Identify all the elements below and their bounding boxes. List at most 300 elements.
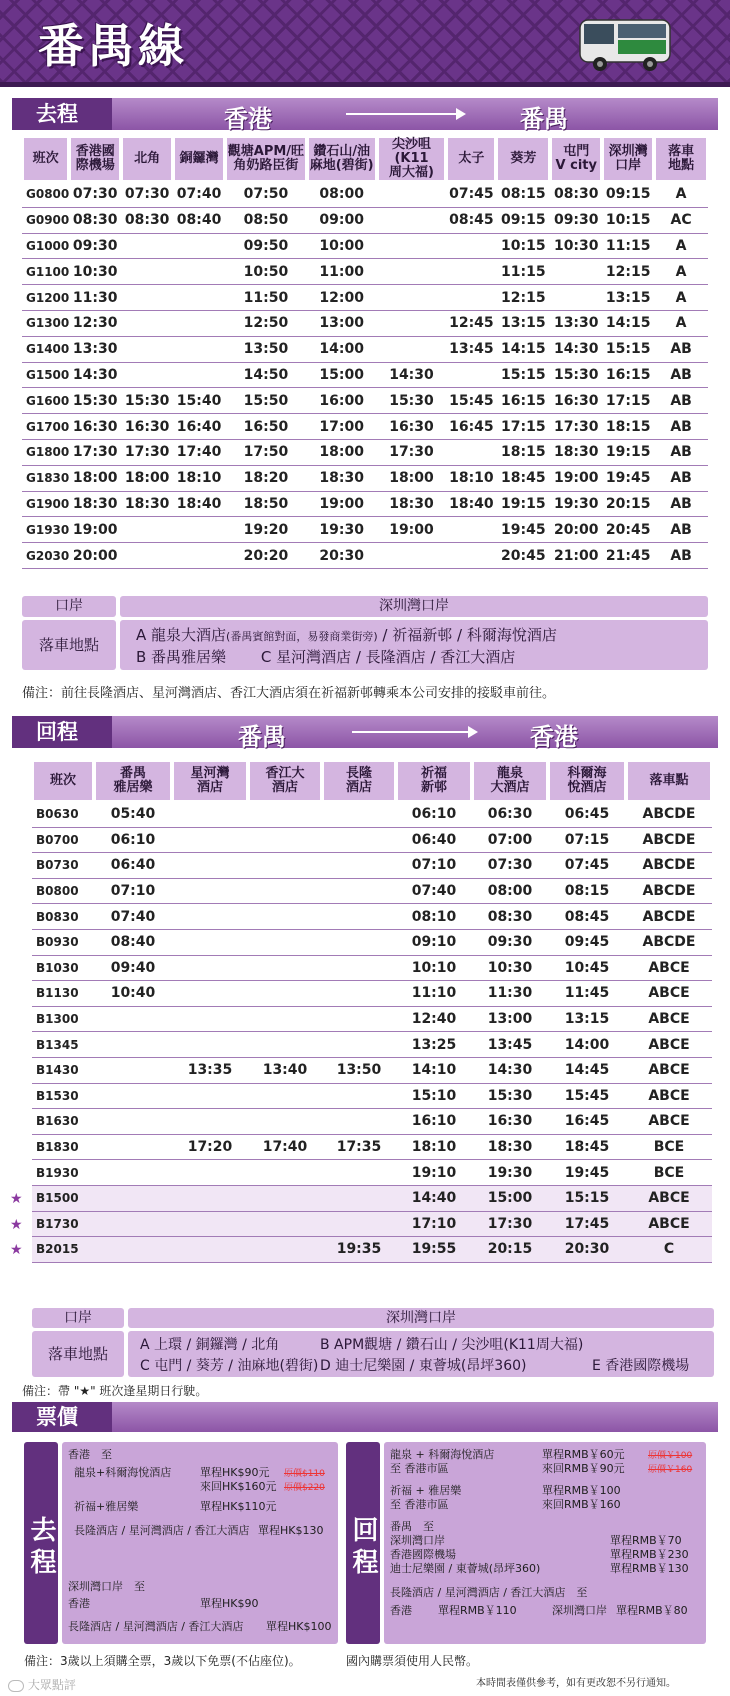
time-cell [121,337,173,363]
time-cell: 08:15 [548,879,626,905]
time-cell [446,363,496,389]
table-row [32,1135,712,1161]
fare-text: 祈福 + 雅居樂 [390,1484,462,1497]
trip-code-text: B1730 [36,1216,79,1231]
time-cell: 07:50 [225,182,307,208]
fare-price: 單程RMB￥80 [616,1604,688,1617]
table-row [32,904,712,930]
time-cell: 12:50 [225,311,307,337]
fare-price: 來回RMB￥90元 [542,1462,625,1475]
column-header [69,136,121,182]
table-row [22,182,708,208]
inbound-from: 番禺 [238,723,286,751]
time-cell: 15:30 [550,363,602,389]
time-cell: A [654,285,708,311]
time-cell: 17:15 [496,414,550,440]
time-cell: 11:30 [69,285,121,311]
time-cell: 14:15 [496,337,550,363]
time-cell: 10:30 [472,956,548,982]
drop-a: A 上環 / 銅鑼灣 / 北角 [140,1337,280,1353]
time-cell: BCE [626,1160,712,1186]
time-cell [248,1007,322,1033]
column-header-label: 銅鑼灣 [179,151,219,166]
time-cell [172,1186,248,1212]
time-cell: 17:30 [121,440,173,466]
time-cell: 15:30 [121,388,173,414]
trip-code: G1000 [22,234,69,260]
time-cell [172,1212,248,1238]
trip-code: B0830 [32,904,94,930]
time-cell: AC [654,208,708,234]
outbound-port-label: 口岸 [22,596,116,617]
time-cell: 17:50 [225,440,307,466]
fare-price: 單程HK$100 [266,1620,332,1633]
time-cell [94,1237,172,1263]
time-cell: 13:00 [472,1007,548,1033]
inbound-to: 香港 [530,723,578,751]
time-cell: 07:30 [472,853,548,879]
time-cell [173,363,225,389]
time-cell: 09:30 [550,208,602,234]
column-header [626,760,712,802]
table-row [32,828,712,854]
fare-text: 至 香港市區 [390,1462,449,1475]
time-cell: ABCE [626,956,712,982]
outbound-drop-label: 落車地點 [22,620,116,670]
column-header-label: 香港國 際機場 [75,144,115,173]
time-cell: 19:55 [396,1237,472,1263]
time-cell [94,1058,172,1084]
column-header [654,136,708,182]
time-cell [172,853,248,879]
time-cell: AB [654,440,708,466]
time-cell: 08:50 [225,208,307,234]
time-cell: 08:30 [121,208,173,234]
time-cell: 15:10 [396,1084,472,1110]
time-cell: 20:00 [69,543,121,569]
time-cell: 16:45 [548,1109,626,1135]
time-cell: 14:30 [472,1058,548,1084]
time-cell: 15:30 [69,388,121,414]
table-row [22,543,708,569]
time-cell: 18:30 [121,492,173,518]
column-header [472,760,548,802]
time-cell: 09:45 [548,930,626,956]
inbound-port-value: 深圳灣口岸 [128,1308,714,1328]
trip-code: B1130 [32,981,94,1007]
time-cell [172,1084,248,1110]
column-header [94,760,172,802]
table-row [32,1109,712,1135]
table-row [22,440,708,466]
route-title: 番禺線 [38,19,188,73]
drop-a: A 龍泉大酒店 [136,626,227,644]
table-row [22,234,708,260]
time-cell [94,1212,172,1238]
time-cell [322,853,396,879]
column-header [32,760,94,802]
time-cell: C [626,1237,712,1263]
column-header-label: 祈福 新邨 [420,766,447,795]
table-row [32,802,712,828]
table-row [22,259,708,285]
time-cell: 16:15 [496,388,550,414]
time-cell: 18:00 [121,466,173,492]
table-row [32,879,712,905]
time-cell: 14:40 [396,1186,472,1212]
time-cell: 18:10 [446,466,496,492]
time-cell: 15:00 [307,363,377,389]
fare-original-price: 原價$110 [284,1469,325,1479]
trip-code-text: B2015 [36,1242,79,1257]
time-cell: ABCDE [626,853,712,879]
trip-code: B1630 [32,1109,94,1135]
time-cell [248,1032,322,1058]
time-cell: 15:40 [173,388,225,414]
time-cell [446,285,496,311]
column-header [248,760,322,802]
time-cell [172,1237,248,1263]
time-cell: ABCE [626,1032,712,1058]
trip-code [10,1212,94,1238]
inbound-port-label: 口岸 [32,1308,124,1328]
time-cell: 17:45 [548,1212,626,1238]
bus-icon [578,14,674,74]
time-cell: 15:15 [548,1186,626,1212]
fare-text: 至 香港市區 [390,1498,449,1511]
fare-text: 香港 [68,1597,90,1610]
time-cell: 09:00 [307,208,377,234]
time-cell [173,259,225,285]
time-cell [248,1237,322,1263]
time-cell [94,1084,172,1110]
time-cell: 17:30 [472,1212,548,1238]
drop-e: E 香港國際機場 [592,1358,690,1374]
trip-code: B0700 [32,828,94,854]
fare-in-side: 回程 [346,1442,380,1644]
time-cell: 07:45 [446,182,496,208]
time-cell: 20:00 [550,517,602,543]
time-cell: 07:45 [548,853,626,879]
time-cell: AB [654,543,708,569]
column-header [602,136,654,182]
time-cell: 10:30 [69,259,121,285]
time-cell: 09:10 [396,930,472,956]
time-cell [248,1186,322,1212]
time-cell: 12:15 [602,259,654,285]
time-cell: 08:10 [396,904,472,930]
trip-code: G1900 [22,492,69,518]
time-cell: 14:00 [307,337,377,363]
time-cell: 18:30 [377,492,447,518]
time-cell: 19:00 [550,466,602,492]
drop-d: D 迪士尼樂園 / 東薈城(昂坪360) [320,1358,527,1374]
table-row [22,337,708,363]
time-cell: 07:40 [94,904,172,930]
time-cell [172,1032,248,1058]
fare-original-price: 原價￥100 [648,1451,693,1461]
table-row [22,363,708,389]
time-cell: 18:00 [69,466,121,492]
star-icon: ★ [10,1242,23,1259]
time-cell [172,1160,248,1186]
time-cell [248,879,322,905]
fare-bar [12,1402,718,1432]
column-header [446,136,496,182]
time-cell: 09:15 [496,208,550,234]
time-cell [248,1109,322,1135]
time-cell [550,259,602,285]
time-cell: 18:50 [225,492,307,518]
time-cell: 13:30 [69,337,121,363]
fare-text: 番禺 至 [390,1520,434,1533]
time-cell: AB [654,388,708,414]
time-cell [322,981,396,1007]
time-cell [248,853,322,879]
time-cell [172,956,248,982]
time-cell: 19:45 [496,517,550,543]
time-cell: 17:20 [172,1135,248,1161]
column-header [173,136,225,182]
time-cell: 19:30 [307,517,377,543]
time-cell [121,517,173,543]
table-row [32,930,712,956]
trip-code: G1400 [22,337,69,363]
time-cell: 13:50 [322,1058,396,1084]
time-cell [94,1135,172,1161]
table-row [32,1212,712,1238]
outbound-bar [12,98,718,133]
trip-code-text: B1500 [36,1191,79,1206]
time-cell [322,1160,396,1186]
inbound-note: 備注：帶 "★" 班次逢星期日行駛。 [22,1384,208,1398]
time-cell [94,1109,172,1135]
time-cell: 18:15 [496,440,550,466]
time-cell [377,208,447,234]
time-cell: 06:30 [472,802,548,828]
time-cell: 10:50 [225,259,307,285]
watermark-text: 大眾點評 [27,1678,76,1692]
time-cell: 10:45 [548,956,626,982]
time-cell: 16:30 [377,414,447,440]
time-cell: 08:40 [173,208,225,234]
table-row [32,956,712,982]
trip-code: G1600 [22,388,69,414]
outbound-note: 備注：前往長隆酒店、星河灣酒店、香江大酒店須在祈福新邨轉乘本公司安排的接駁車前往。 [22,686,556,701]
time-cell: 21:45 [602,543,654,569]
time-cell [248,1084,322,1110]
time-cell [550,285,602,311]
column-header-label: 深圳灣 口岸 [608,144,648,173]
time-cell [248,1160,322,1186]
time-cell: 06:10 [94,828,172,854]
time-cell: 07:30 [69,182,121,208]
time-cell: 13:45 [446,337,496,363]
time-cell: ABCE [626,1058,712,1084]
time-cell: 08:30 [472,904,548,930]
time-cell [121,285,173,311]
time-cell: ABCDE [626,930,712,956]
column-header [225,136,307,182]
table-row [32,1058,712,1084]
time-cell [121,363,173,389]
column-header-label: 尖沙咀 (K11 周大福) [389,137,434,180]
time-cell: 17:15 [602,388,654,414]
table-row [22,388,708,414]
time-cell: 11:30 [472,981,548,1007]
table-row [32,1160,712,1186]
time-cell: 14:30 [550,337,602,363]
time-cell: 13:15 [602,285,654,311]
time-cell: 13:15 [548,1007,626,1033]
time-cell: 19:15 [496,492,550,518]
column-header [22,136,69,182]
time-cell [322,828,396,854]
time-cell: 09:30 [472,930,548,956]
time-cell: 12:30 [69,311,121,337]
header-banner [0,0,730,82]
time-cell: 18:45 [548,1135,626,1161]
time-cell: 14:50 [225,363,307,389]
fare-price: 單程RMB￥60元 [542,1448,625,1461]
time-cell [446,259,496,285]
fare-text: 迪士尼樂園 / 東薈城(昂坪360) [390,1562,541,1575]
fare-out-box [62,1442,338,1644]
trip-code: B1430 [32,1058,94,1084]
column-header-label: 落車 地點 [668,144,695,173]
column-header [377,136,447,182]
time-cell: 10:15 [496,234,550,260]
time-cell: 13:30 [550,311,602,337]
time-cell: 15:15 [602,337,654,363]
star-icon: ★ [10,1191,23,1208]
time-cell: AB [654,414,708,440]
time-cell [121,234,173,260]
time-cell [173,234,225,260]
trip-code: G0800 [22,182,69,208]
column-header [496,136,550,182]
trip-code: G1800 [22,440,69,466]
time-cell: 08:15 [496,182,550,208]
trip-code: B0630 [32,802,94,828]
time-cell: A [654,311,708,337]
time-cell: 18:30 [307,466,377,492]
table-row [32,1032,712,1058]
column-header [322,760,396,802]
time-cell: ABCDE [626,828,712,854]
time-cell: 20:15 [602,492,654,518]
fare-note-rmb: 國內購票須使用人民幣。 [346,1654,479,1668]
table-row [32,1007,712,1033]
trip-code: B1300 [32,1007,94,1033]
time-cell: 06:40 [94,853,172,879]
time-cell [446,440,496,466]
time-cell [322,802,396,828]
time-cell [446,517,496,543]
column-header-label: 北角 [134,151,161,166]
time-cell: 21:00 [550,543,602,569]
time-cell: 10:30 [550,234,602,260]
time-cell [322,1084,396,1110]
time-cell [377,259,447,285]
time-cell: 17:30 [69,440,121,466]
watermark-logo-icon [8,1680,24,1692]
trip-code: B0800 [32,879,94,905]
time-cell: 07:15 [548,828,626,854]
time-cell: BCE [626,1135,712,1161]
time-cell: ABCDE [626,802,712,828]
time-cell: 15:50 [225,388,307,414]
trip-code: G2030 [22,543,69,569]
time-cell [94,1186,172,1212]
time-cell: ABCE [626,1186,712,1212]
time-cell: 13:45 [472,1032,548,1058]
time-cell: 09:40 [94,956,172,982]
time-cell: 17:40 [173,440,225,466]
fare-text: 深圳灣口岸 [390,1534,445,1547]
time-cell: 09:15 [602,182,654,208]
column-header-label: 星河灣 酒店 [190,766,230,795]
trip-code: G1300 [22,311,69,337]
time-cell: 14:30 [377,363,447,389]
drop-b: B 番禺雅居樂 [136,648,227,666]
arrow-icon [346,113,464,115]
time-cell: 16:30 [69,414,121,440]
time-cell [248,956,322,982]
column-header-label: 太子 [458,151,485,166]
time-cell: 11:15 [496,259,550,285]
time-cell [248,1212,322,1238]
time-cell: 19:45 [548,1160,626,1186]
trip-code: B1030 [32,956,94,982]
time-cell: 19:45 [602,466,654,492]
time-cell [377,311,447,337]
time-cell: 15:30 [472,1084,548,1110]
column-header-label: 班次 [32,151,59,166]
time-cell: 08:45 [446,208,496,234]
time-cell: 13:35 [172,1058,248,1084]
time-cell: ABCDE [626,879,712,905]
outbound-port-value: 深圳灣口岸 [120,596,708,617]
time-cell: ABCE [626,1212,712,1238]
column-header [172,760,248,802]
time-cell: 16:30 [472,1109,548,1135]
column-header-label: 班次 [49,773,76,788]
time-cell: 06:10 [396,802,472,828]
column-header [396,760,472,802]
time-cell: 07:40 [173,182,225,208]
column-header-label: 鑽石山/油 麻地(碧街) [309,144,374,173]
time-cell: 15:45 [548,1084,626,1110]
time-cell [377,234,447,260]
time-cell [172,1109,248,1135]
column-header-label: 觀塘APM/旺 角奶路臣街 [227,144,305,173]
trip-code: G1500 [22,363,69,389]
fare-text: 深圳灣口岸 至 [68,1580,145,1593]
time-cell: 16:40 [173,414,225,440]
time-cell: 08:40 [94,930,172,956]
time-cell: 16:45 [446,414,496,440]
column-header [550,136,602,182]
trip-code: B0930 [32,930,94,956]
trip-code [10,1237,94,1263]
table-row [22,414,708,440]
time-cell: 12:00 [307,285,377,311]
table-row [32,1186,712,1212]
header-divider [0,82,730,87]
time-cell: 19:30 [550,492,602,518]
time-cell: 14:15 [602,311,654,337]
